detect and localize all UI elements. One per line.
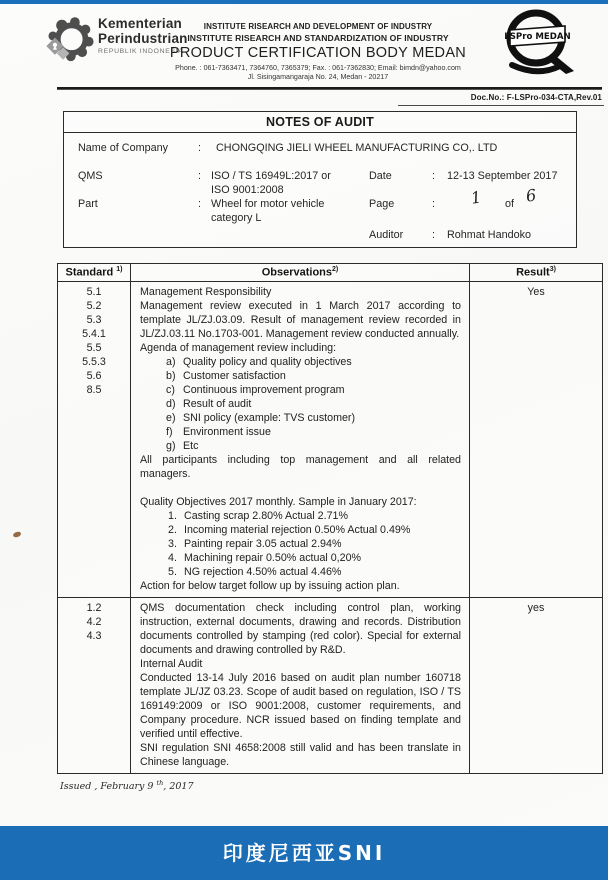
observation-line: Management review executed in 1 March 2017 according to template JL/ZJ.03.09. Result of management review recorded in JL/ZJ.03.11 No.1703-001. Management review conducted annually.	[140, 300, 461, 340]
auditor-value: Rohmat Handoko	[447, 229, 532, 241]
list-marker: 1.	[168, 510, 177, 522]
lspro-medan-logo-icon	[498, 5, 582, 79]
part-value-line1: Wheel for motor vehicle	[211, 198, 325, 210]
standard-clause: 5.3	[86, 314, 102, 326]
standard-cell	[58, 282, 131, 598]
observation-line	[140, 425, 461, 439]
observation-line: SNI regulation SNI 4658:2008 still valid and has been translate in Chinese language.	[140, 742, 461, 768]
observation-line	[140, 383, 461, 397]
list-marker: g)	[166, 440, 176, 452]
institute-contact-line: Phone. : 061-7363471, 7364760, 7365379; Fax. : 061-7362830; Email: bimdn@yahoo.com	[175, 64, 461, 72]
observation-line	[140, 537, 461, 551]
standard-clause: 4.3	[86, 630, 102, 642]
observation-line	[140, 369, 461, 383]
observation-line	[140, 355, 461, 369]
institute-line1: INSTITUTE RISEARCH AND DEVELOPMENT OF INDUSTRY	[203, 22, 433, 31]
observation-line: All participants including top management and all related managers.	[140, 454, 461, 480]
part-colon: :	[198, 198, 201, 210]
observation-line	[140, 411, 461, 425]
observation-line	[140, 481, 461, 495]
ministry-line3: REPUBLIK INDONESIA	[98, 48, 184, 55]
observation-line: Quality Objectives 2017 monthly. Sample in January 2017:	[140, 496, 417, 508]
qms-label: QMS	[78, 170, 103, 182]
standard-column-header: Standard $^{1)}$	[58, 264, 131, 282]
list-item-text: Continuous improvement program	[183, 384, 345, 396]
footer-banner	[0, 826, 608, 880]
list-item-text: Casting scrap 2.80% Actual 2.71%	[184, 510, 348, 522]
ministry-line2: Perindustrian	[98, 31, 188, 46]
page-number-handwritten: 1	[469, 187, 483, 208]
part-value	[211, 197, 324, 225]
observations-cell	[131, 598, 470, 774]
qms-value	[211, 169, 331, 197]
institute-line3: PRODUCT CERTIFICATION BODY MEDAN	[169, 45, 467, 61]
list-marker: a)	[166, 356, 176, 368]
standard-clause: 5.2	[86, 300, 102, 312]
standard-clause: 5.4.1	[82, 328, 106, 340]
standard-clause: 5.6	[86, 370, 102, 382]
audit-observations-table	[57, 263, 603, 774]
list-marker: 3.	[168, 538, 177, 550]
list-item-text: Customer satisfaction	[183, 370, 286, 382]
list-marker: d)	[166, 398, 176, 410]
header-divider-rule	[57, 87, 602, 90]
audit-table-body	[58, 282, 603, 774]
list-marker: 2.	[168, 524, 177, 536]
list-item-text: Machining repair 0.50% actual 0,20%	[184, 552, 362, 564]
standard-clause: 5.1	[86, 286, 102, 298]
observation-line	[140, 565, 461, 579]
list-item-text: SNI policy (example: TVS customer)	[183, 412, 356, 424]
footer-banner-text: 印度尼西亚SNI	[222, 841, 386, 865]
top-blue-bar	[0, 0, 608, 4]
auditor-colon: :	[432, 229, 435, 241]
doc-number: Doc.No.: F-LSPro-034-CTA,Rev.01	[470, 93, 602, 102]
date-label: Date	[369, 170, 392, 182]
standard-clause: 4.2	[86, 616, 102, 628]
observations-column-header: Observations$^{2)}$	[131, 264, 470, 282]
observations-cell	[131, 282, 470, 598]
result-cell: yes	[470, 598, 603, 774]
issued-date-note: Issued , February 9 $^{th}$, 2017	[60, 779, 194, 793]
page-of-label: of	[505, 198, 515, 210]
table-header-row	[58, 264, 603, 282]
qms-value-line1: ISO / TS 16949L:2017 or	[211, 170, 331, 182]
observation-line	[140, 551, 461, 565]
company-colon: :	[198, 142, 201, 154]
observation-line: Conducted 13-14 July 2016 based on audit plan number 160718 template JL/JZ 03.23. Scope of audit based on regulation, ISO / TS 169149:2009 or ISO 9001:2008, customer requirements, and Company procedure. NCR issued based on finding template and verified until effective.	[140, 672, 461, 740]
document-title: NOTES OF AUDIT	[64, 112, 576, 133]
observation-line	[140, 509, 461, 523]
observation-line: Agenda of management review including:	[140, 342, 337, 354]
result-cell: Yes	[470, 282, 603, 598]
observation-line	[140, 439, 461, 453]
auditor-label: Auditor	[369, 229, 404, 241]
list-item-text: NG rejection 4.50% actual 4.46%	[184, 566, 342, 578]
part-value-line2: category L	[211, 212, 262, 224]
standard-clause: 1.2	[86, 602, 102, 614]
institute-line2: INSTITUTE RISEARCH AND STANDARDIZATION OF INDUSTRY	[187, 33, 449, 43]
list-item-text: Quality policy and quality objectives	[183, 356, 352, 368]
observation-line: Action for below target follow up by issuing action plan.	[140, 580, 400, 592]
standard-clause: 5.5.3	[82, 356, 106, 368]
list-marker: c)	[166, 384, 175, 396]
page-total-handwritten: 6	[524, 185, 538, 206]
observation-line: Management Responsibility	[140, 286, 272, 298]
lspro-logo-text: LSPro MEDAN	[504, 32, 571, 42]
ministry-gear-icon	[44, 15, 96, 65]
date-colon: :	[432, 170, 435, 182]
page-label: Page	[369, 198, 395, 210]
date-value: 12-13 September 2017	[447, 170, 558, 182]
list-item-text: Etc	[183, 440, 199, 452]
observation-line	[140, 397, 461, 411]
company-value: CHONGQING JIELI WHEEL MANUFACTURING CO,. LTD	[216, 142, 498, 154]
standard-clause: 5.5	[86, 342, 102, 354]
ministry-line1: Kementerian	[98, 16, 182, 31]
list-item-text: Result of audit	[183, 398, 252, 410]
ink-smudge-artifact	[13, 531, 22, 538]
part-label: Part	[78, 198, 98, 210]
page-colon: :	[432, 198, 435, 210]
observation-line: Internal Audit	[140, 658, 203, 670]
list-marker: 5.	[168, 566, 177, 578]
table-row	[58, 282, 603, 598]
observation-line	[140, 523, 461, 537]
doc-number-underline	[398, 105, 604, 106]
list-marker: 4.	[168, 552, 177, 564]
standard-cell	[58, 598, 131, 774]
qms-colon: :	[198, 170, 201, 182]
standard-clause: 8.5	[86, 384, 102, 396]
observation-line: QMS documentation check including control plan, working instruction, external documents, drawing and records. Distribution documents controlled by stamping (red color). Special for external documents and drawing controlled by R&D.	[140, 602, 461, 656]
table-row	[58, 598, 603, 774]
list-marker: b)	[166, 370, 176, 382]
result-column-header: Result$^{3)}$	[470, 264, 603, 282]
list-item-text: Painting repair 3.05 actual 2.94%	[184, 538, 342, 550]
institute-address-line: Jl. Sisingamangaraja No. 24, Medan - 20217	[247, 73, 389, 81]
list-item-text: Environment issue	[183, 426, 271, 438]
list-marker: e)	[166, 412, 176, 424]
list-item-text: Incoming material rejection 0.50% Actual 0.49%	[184, 524, 411, 536]
notes-of-audit-box	[63, 111, 577, 248]
list-marker: f)	[166, 426, 173, 438]
company-label: Name of Company	[78, 142, 169, 154]
qms-value-line2: ISO 9001:2008	[211, 184, 284, 196]
institute-header-block	[148, 21, 488, 82]
